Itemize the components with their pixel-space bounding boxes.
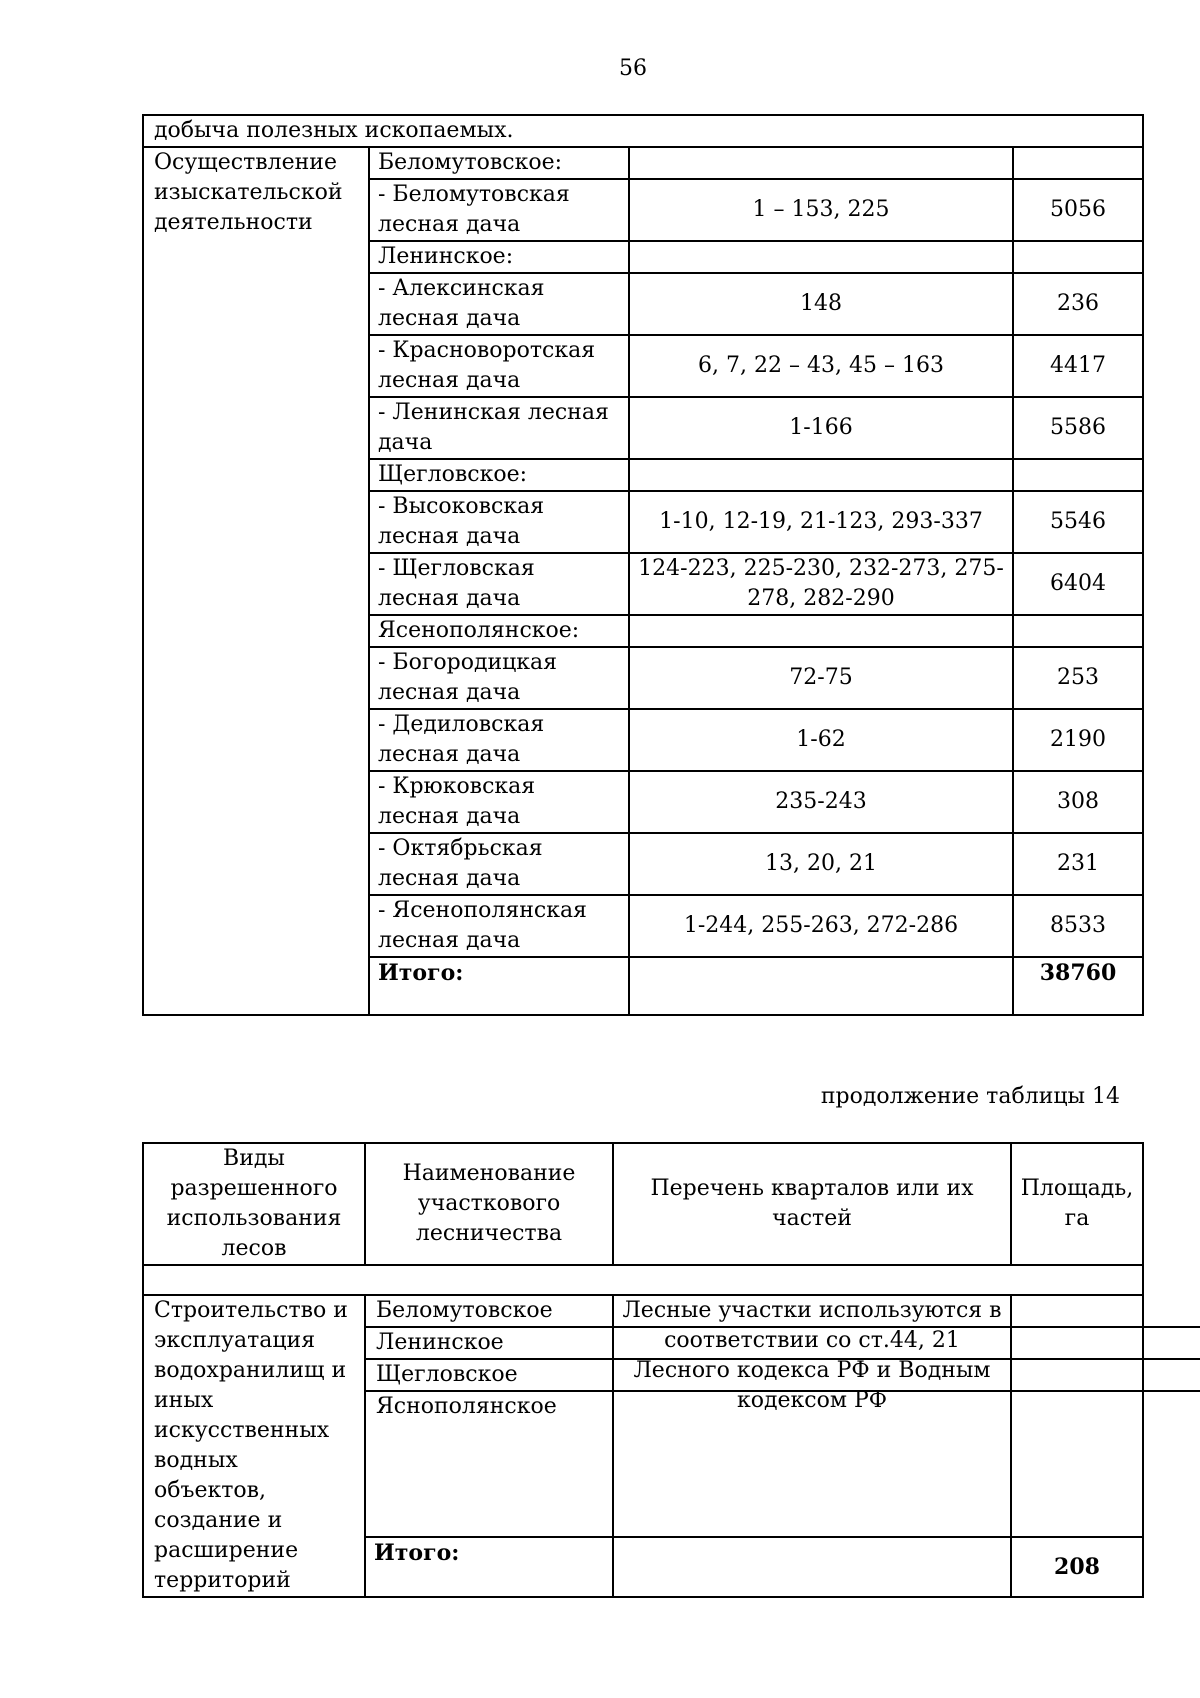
forestry-name: Ясенополянское: xyxy=(369,615,629,647)
area-cell: 231 xyxy=(1013,833,1143,895)
forestry-name: - Октябрьская лесная дача xyxy=(369,833,629,895)
area-cell xyxy=(1013,459,1143,491)
quarters-cell: 72-75 xyxy=(629,647,1013,709)
list-item xyxy=(366,1327,1200,1359)
area-cell: 5586 xyxy=(1013,397,1143,459)
forestry-name: Щегловское: xyxy=(369,459,629,491)
area-cell: 236 xyxy=(1013,273,1143,335)
forestry-name: - Крюковская лесная дача xyxy=(369,771,629,833)
quarters-cell: 13, 20, 21 xyxy=(629,833,1013,895)
header-forestry: Наименование участкового лесничества xyxy=(365,1143,613,1265)
list-item xyxy=(366,1296,1200,1327)
total-label: Итого: xyxy=(369,957,629,1015)
total-label: Итого: xyxy=(365,1537,613,1597)
header-area: Площадь, га xyxy=(1011,1143,1143,1265)
area-cell: 4417 xyxy=(1013,335,1143,397)
quarters-cell: 235-243 xyxy=(629,771,1013,833)
table-row xyxy=(143,115,1143,147)
usage-table-part1 xyxy=(142,114,1144,1016)
spacer-cell xyxy=(143,1265,1143,1295)
quarters-cell: 1-10, 12-19, 21-123, 293-337 xyxy=(629,491,1013,553)
forestry-name: Щегловское xyxy=(366,1359,1200,1391)
forestry-name: Беломутовское xyxy=(366,1296,1200,1327)
quarters-cell xyxy=(629,241,1013,273)
forestry-name: Яснополянское xyxy=(376,1394,557,1419)
total-value: 38760 xyxy=(1013,957,1143,1015)
area-cell: 8533 xyxy=(1013,895,1143,957)
forestry-name: - Ясенополянская лесная дача xyxy=(369,895,629,957)
area-cell: 2190 xyxy=(1013,709,1143,771)
forestry-name: Ленинское xyxy=(366,1327,1200,1359)
area-cell: 308 xyxy=(1013,771,1143,833)
area-cell: 5056 xyxy=(1013,179,1143,241)
quarters-cell: 1 – 153, 225 xyxy=(629,179,1013,241)
group-row xyxy=(143,147,1143,179)
table-row xyxy=(143,1295,1143,1537)
usage-type-cell: Осуществление изыскательской деятельности xyxy=(143,147,369,1015)
area-cell xyxy=(1013,615,1143,647)
table-caption: продолжение таблицы 14 xyxy=(820,1084,1120,1109)
header-usage-type: Виды разрешенного использования лесов xyxy=(143,1143,365,1265)
header-row xyxy=(143,1143,1143,1265)
quarters-cell xyxy=(629,615,1013,647)
note-cell: Лесные участки используются в соответствии со ст.44, 21 Лесного кодекса РФ и Водным кодексом РФ xyxy=(613,1295,1011,1537)
quarters-cell: 148 xyxy=(629,273,1013,335)
forestry-name: - Высоковская лесная дача xyxy=(369,491,629,553)
total-empty-cell xyxy=(629,957,1013,1015)
area-cell xyxy=(1013,147,1143,179)
usage-table-part2 xyxy=(142,1142,1144,1598)
forestry-list xyxy=(366,1296,1200,1422)
page-number: 56 xyxy=(619,56,647,81)
forestry-name: - Щегловская лесная дача xyxy=(369,553,629,615)
quarters-cell: 1-244, 255-263, 272-286 xyxy=(629,895,1013,957)
forestry-name: - Дедиловская лесная дача xyxy=(369,709,629,771)
header-quarters: Перечень кварталов или их частей xyxy=(613,1143,1011,1265)
forestry-name: Ленинское: xyxy=(369,241,629,273)
quarters-cell: 1-62 xyxy=(629,709,1013,771)
forestry-name: - Алексинская лесная дача xyxy=(369,273,629,335)
list-item xyxy=(366,1391,1200,1422)
quarters-cell: 124-223, 225-230, 232-273, 275-278, 282-290 xyxy=(629,553,1013,615)
forestry-list-cell xyxy=(365,1295,613,1537)
quarters-cell: 1-166 xyxy=(629,397,1013,459)
quarters-cell: 6, 7, 22 – 43, 45 – 163 xyxy=(629,335,1013,397)
forestry-name: Беломутовское: xyxy=(369,147,629,179)
total-empty-cell xyxy=(613,1537,1011,1597)
quarters-cell xyxy=(629,459,1013,491)
area-cell: 6404 xyxy=(1013,553,1143,615)
spacer-row xyxy=(143,1265,1143,1295)
continuation-cell: добыча полезных ископаемых. xyxy=(143,115,1143,147)
area-cell xyxy=(1013,241,1143,273)
forestry-name: - Богородицкая лесная дача xyxy=(369,647,629,709)
total-value: 208 xyxy=(1011,1537,1143,1597)
forestry-name: - Беломутовская лесная дача xyxy=(369,179,629,241)
quarters-cell xyxy=(629,147,1013,179)
list-item xyxy=(366,1359,1200,1391)
area-cell: 5546 xyxy=(1013,491,1143,553)
area-cell: 253 xyxy=(1013,647,1143,709)
forestry-name: - Красноворотская лесная дача xyxy=(369,335,629,397)
usage-type-cell: Строительство и эксплуатация водохранилищ и иных искусственных водных объектов, создание и расширение территорий xyxy=(143,1295,365,1597)
forestry-name: - Ленинская лесная дача xyxy=(369,397,629,459)
